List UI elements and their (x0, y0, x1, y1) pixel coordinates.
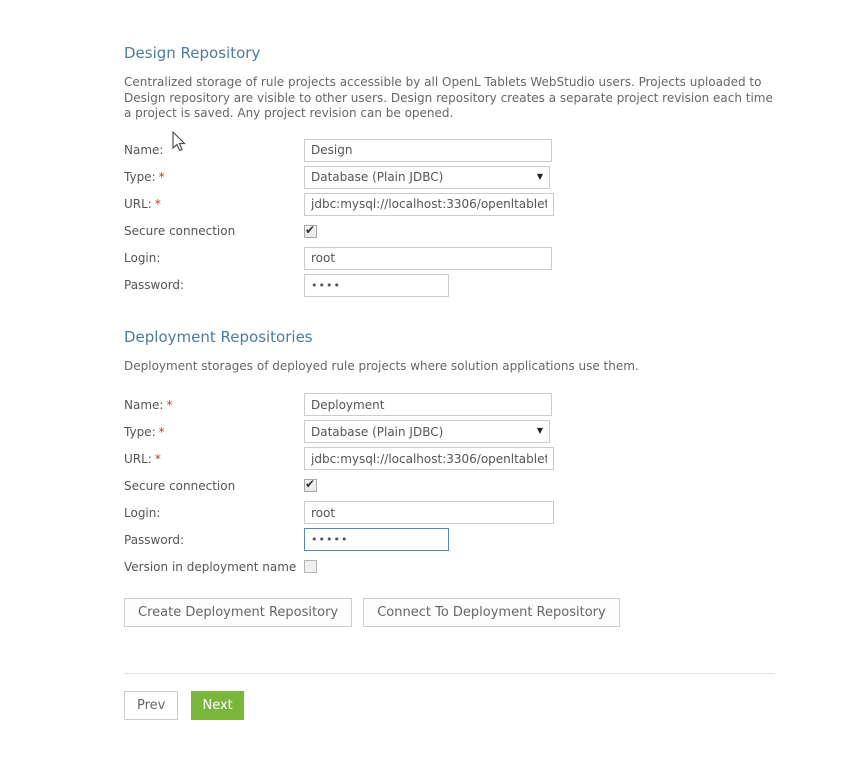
deployment-secure-connection-checkbox[interactable] (304, 479, 317, 492)
version-in-deployment-name-label: Version in deployment name (124, 559, 297, 574)
design-type-select-wrap (304, 166, 550, 189)
dropdown-arrow-icon: ▼ (536, 171, 543, 181)
design-name-label: Name: (124, 143, 164, 157)
deployment-type-label: Type: * (124, 424, 165, 439)
next-button[interactable]: Next (191, 691, 243, 720)
dropdown-arrow-icon: ▼ (536, 426, 543, 435)
deployment-url-label: URL: * (124, 451, 161, 466)
deployment-password-label: Password: (124, 532, 185, 547)
wizard-navigation (124, 691, 775, 720)
checkmark-icon: ✔ (305, 222, 316, 237)
design-name-input[interactable] (304, 139, 552, 162)
required-marker: * (158, 170, 165, 184)
design-secure-connection-row (124, 220, 775, 243)
deployment-type-select-wrap (304, 420, 550, 443)
design-login-row (124, 247, 775, 270)
design-password-input[interactable] (304, 274, 449, 297)
connect-to-deployment-repository-button[interactable]: Connect To Deployment Repository (363, 598, 619, 627)
design-repository-description: Centralized storage of rule projects accessible by all OpenL Tablets WebStudio users. Projects uploaded to Design repository are visible to other users. Design repository creates a separate project revision each time a project is saved. Any project revision can be opened. (124, 75, 773, 120)
deployment-login-row (124, 501, 775, 524)
deployment-repositories-section (124, 329, 775, 628)
repository-setup-page (124, 0, 775, 720)
design-repository-title: Design Repository (124, 44, 261, 62)
design-type-label: Type: * (124, 170, 165, 184)
design-type-row (124, 166, 775, 189)
design-repository-section (124, 45, 775, 297)
deployment-name-row (124, 393, 775, 416)
deployment-login-label: Login: (124, 505, 161, 520)
required-marker: * (158, 424, 165, 439)
design-secure-connection-label: Secure connection (124, 224, 236, 238)
design-password-label: Password: (124, 278, 185, 292)
deployment-type-select[interactable] (304, 420, 550, 443)
deployment-password-row (124, 528, 775, 551)
design-name-row (124, 139, 775, 162)
deployment-url-input[interactable] (304, 447, 554, 470)
version-in-deployment-name-checkbox[interactable] (304, 560, 317, 573)
design-url-row (124, 193, 775, 216)
prev-button[interactable]: Prev (124, 691, 178, 720)
create-deployment-repository-button[interactable]: Create Deployment Repository (124, 598, 352, 627)
deployment-name-input[interactable] (304, 393, 552, 416)
bottom-divider (124, 673, 775, 674)
deployment-secure-connection-label: Secure connection (124, 478, 236, 493)
design-type-select[interactable] (304, 166, 550, 189)
required-marker: * (154, 451, 161, 466)
deployment-url-row (124, 447, 775, 470)
design-login-input[interactable] (304, 247, 552, 270)
deployment-name-label: Name: * (124, 397, 173, 412)
deployment-secure-connection-row (124, 474, 775, 497)
design-url-input[interactable] (304, 193, 554, 216)
design-password-row (124, 274, 775, 297)
deployment-password-input[interactable] (304, 528, 449, 551)
design-url-label: URL: * (124, 197, 161, 211)
deployment-login-input[interactable] (304, 501, 554, 524)
deployment-buttons-row (124, 598, 775, 627)
deployment-repositories-title: Deployment Repositories (124, 327, 313, 346)
design-login-label: Login: (124, 251, 161, 265)
deployment-repository-form (124, 393, 775, 627)
deployment-repositories-description: Deployment storages of deployed rule projects where solution applications use them. (124, 358, 639, 373)
design-secure-connection-checkbox[interactable] (304, 222, 317, 238)
checkmark-icon: ✔ (305, 477, 316, 491)
design-repository-form (124, 139, 775, 297)
version-in-deployment-name-row (124, 555, 775, 578)
deployment-type-row (124, 420, 775, 443)
required-marker: * (154, 197, 161, 211)
required-marker: * (166, 397, 173, 412)
